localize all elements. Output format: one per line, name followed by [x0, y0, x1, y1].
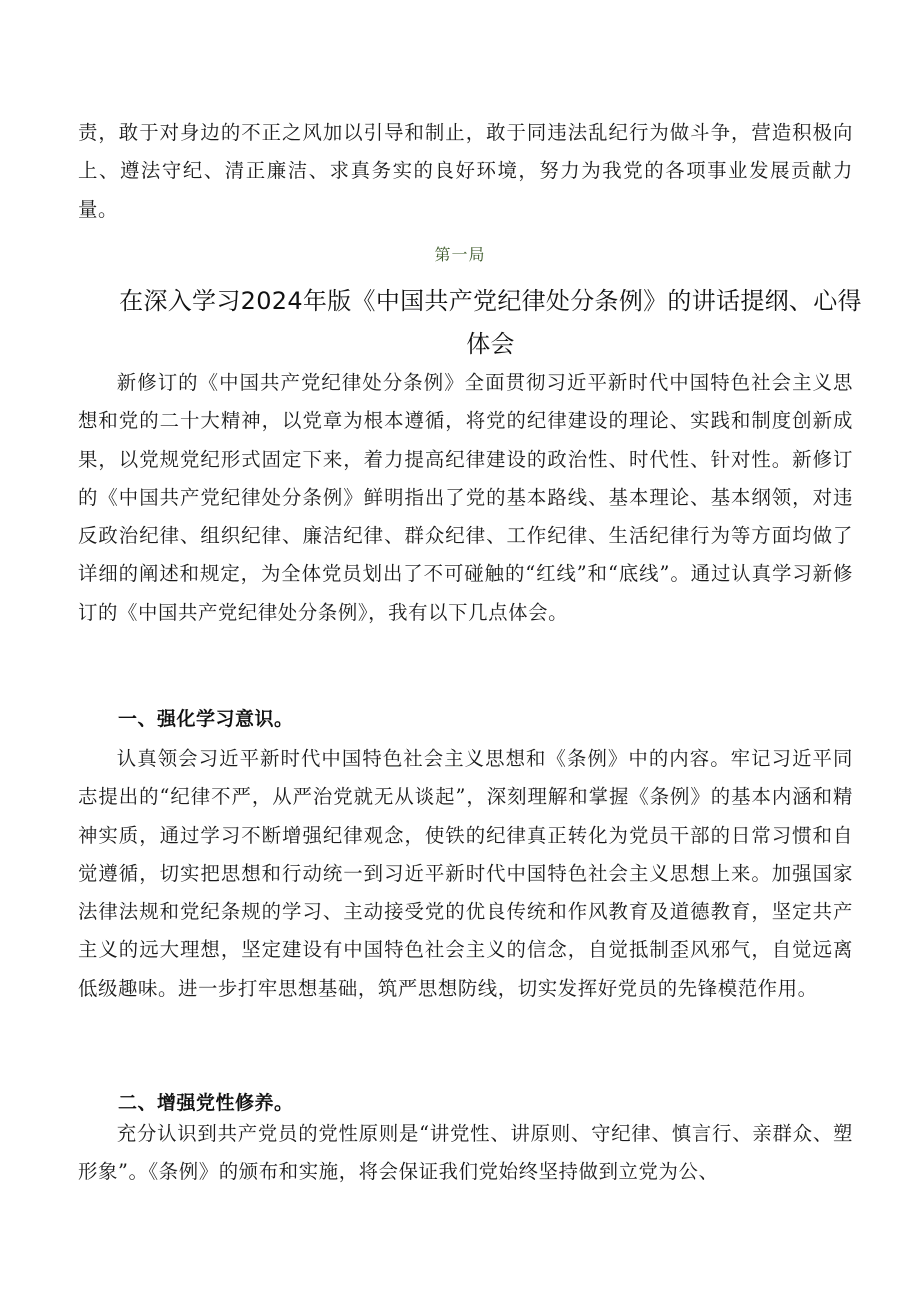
document-title: 在深入学习2024年版《中国共产党纪律处分条例》的讲话提纲、心得体会	[119, 287, 862, 358]
section-heading-2: 二、增强党性修养。	[118, 1092, 294, 1114]
section-label: 第一局	[434, 245, 486, 264]
section-heading-1: 一、强化学习意识。	[118, 708, 294, 730]
intro-paragraph: 新修订的《中国共产党纪律处分条例》全面贯彻习近平新时代中国特色社会主义思想和党的二十大精神，以党章为根本遵循，将党的纪律建设的理论、实践和制度创新成果，以党规党纪形式固定下来，着力提高纪律建设的政治性、时代性、针对性。新修订的《中国共产党纪律处分条例》鲜明指出了党的基本路线、基本理论、基本纲领，对违反政治纪律、组织纪律、廉洁纪律、群众纪律、工作纪律、生活纪律行为等方面均做了详细的阐述和规定，为全体党员划出了不可碰触的“红线”和“底线”。通过认真学习新修订的《中国共产党纪律处分条例》，我有以下几点体会。	[78, 371, 853, 624]
section-body-1: 认真领会习近平新时代中国特色社会主义思想和《条例》中的内容。牢记习近平同志提出的“纪律不严，从严治党就无从谈起”，深刻理解和掌握《条例》的基本内涵和精神实质，通过学习不断增强纪律观念，使铁的纪律真正转化为党员干部的日常习惯和自觉遵循，切实把思想和行动统一到习近平新时代中国特色社会主义思想上来。加强国家法律法规和党纪条规的学习、主动接受党的优良传统和作风教育及道德教育，坚定共产主义的远大理想，坚定建设有中国特色社会主义的信念，自觉抵制歪风邪气，自觉远离低级趣味。进一步打牢思想基础，筑严思想防线，切实发挥好党员的先锋模范作用。	[78, 747, 853, 1000]
section-body-2: 充分认识到共产党员的党性原则是“讲党性、讲原则、守纪律、慎言行、亲群众、塑形象”。《条例》的颁布和实施，将会保证我们党始终坚持做到立党为公、	[78, 1122, 853, 1184]
continued-paragraph: 责，敢于对身边的不正之风加以引导和制止，敢于同违法乱纪行为做斗争，营造积极向上、遵法守纪、清正廉洁、求真务实的良好环境，努力为我党的各项事业发展贡献力量。	[78, 121, 853, 221]
